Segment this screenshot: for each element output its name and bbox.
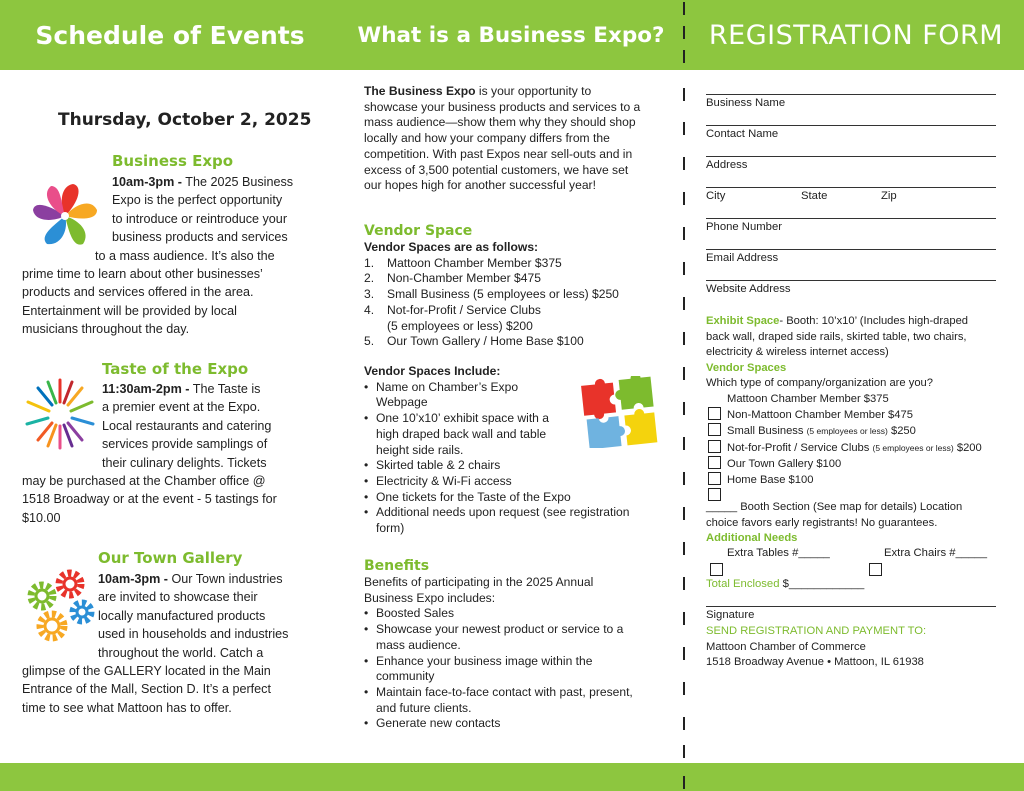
schedule-heading: Schedule of Events: [35, 20, 305, 50]
website-address-field[interactable]: Website Address: [706, 283, 791, 295]
option-chamber-member[interactable]: Mattoon Chamber Member $375: [727, 393, 889, 405]
signature-field[interactable]: Signature: [706, 609, 755, 621]
checkbox[interactable]: [708, 456, 721, 469]
fold-cut-line: [683, 0, 685, 791]
mailing-info: SEND REGISTRATION AND PAYMENT TO: Mattoon Chamber of Commerce 1518 Broadway Avenue • Mattoon, IL 61938: [706, 625, 927, 669]
checkbox[interactable]: [708, 407, 721, 420]
checkbox[interactable]: [708, 472, 721, 485]
form-line: [706, 125, 996, 126]
vendor-space-list: Vendor Spaces are as follows: 1. Mattoon Chamber Member $375 2. Non-Chamber Member $475 3. Small Business (5 employees or less) $250 4. Not-for-Profit / Service Clubs (5 employees or less) $200 5. Our Town Gallery / Home Base $100: [364, 240, 619, 349]
vendor-space-heading: Vendor Space: [364, 223, 473, 239]
option-non-chamber[interactable]: Non-Mattoon Chamber Member $475: [708, 407, 982, 423]
taste-of-expo-description: 11:30am-2pm - The Taste is a premier event at the Expo. Local restaurants and catering services provide samplings of their culinary delights. Tickets may be purchased at the Chamber office @ 1518 Broadway or at the event - 5 tastings for $10.00: [22, 382, 277, 525]
option-not-for-profit[interactable]: Not-for-Profit / Service Clubs (5 employees or less) $200: [708, 440, 982, 456]
option-small-business[interactable]: Small Business (5 employees or less) $250: [708, 423, 982, 439]
form-line: [706, 280, 996, 281]
benefits-heading: Benefits: [364, 558, 430, 574]
signature-line: [706, 606, 996, 607]
benefits-list: Benefits of participating in the 2025 Annual Business Expo includes: • Boosted Sales • Showcase your newest product or service to a mass audience. • Enhance your business image within the community • Maintain face-to-face contact with past, present, and future clients. • Generate new contacts: [364, 575, 633, 731]
contact-name-field[interactable]: Contact Name: [706, 128, 779, 140]
checkbox[interactable]: [708, 423, 721, 436]
form-line: [706, 249, 996, 250]
business-expo-description: 10am-3pm - The 2025 Business Expo is the perfect opportunity to introduce or reintroduce your business products and services to a mass audience. It’s also the prime time to learn about other businesses’ products and services offered in the area. Entertainment will be provided by local musicians throughout the day.: [22, 175, 294, 337]
business-expo-title: Business Expo: [112, 152, 234, 170]
option-our-town-gallery[interactable]: Our Town Gallery $100: [708, 456, 982, 472]
vendor-includes-list: Vendor Spaces Include: • Name on Chamber’s Expo Webpage • One 10’x10’ exhibit space with a high draped back wall and table height side rails. • Skirted table & 2 chairs • Electricity & Wi-Fi access • One tickets for the Taste of the Expo • Additional needs upon request (see registration form): [364, 364, 630, 536]
exhibit-space-info: Exhibit Space- Booth: 10’x10’ (Includes high-draped back wall, draped side rails, skirted table, two chairs, electricity & wireless internet access) Vendor Spaces Which type of company/organization are you?: [706, 315, 969, 390]
booth-section-info: _____ Booth Section (See map for details) Location choice favors early registrants! No guarantees. Additional Needs: [706, 501, 963, 545]
registration-heading: REGISTRATION FORM: [708, 19, 1004, 51]
taste-of-expo-title: Taste of the Expo: [102, 360, 249, 378]
form-line: [706, 94, 996, 95]
form-line: [706, 156, 996, 157]
extra-chairs-checkbox[interactable]: [869, 563, 882, 576]
our-town-gallery-title: Our Town Gallery: [98, 549, 243, 567]
checkbox[interactable]: [708, 440, 721, 453]
expo-intro: The Business Expo is your opportunity to showcase your business products and services to a mass audience—show them why they should shop locally and how your company differs from the competition. With past Expos near sell-outs and in excess of 3,500 potential customers, we have set our hopes high for another successful year!: [364, 84, 641, 193]
city-field[interactable]: City: [706, 190, 726, 202]
form-line: [706, 187, 996, 188]
phone-number-field[interactable]: Phone Number: [706, 221, 782, 233]
what-is-heading: What is a Business Expo?: [357, 22, 665, 48]
address-field[interactable]: Address: [706, 159, 748, 171]
zip-field[interactable]: Zip: [881, 190, 897, 202]
extra-tables-checkbox[interactable]: [710, 563, 723, 576]
email-address-field[interactable]: Email Address: [706, 252, 779, 264]
extra-tables-field[interactable]: Extra Tables #_____: [727, 547, 830, 559]
footer-bar: [0, 763, 1024, 791]
business-name-field[interactable]: Business Name: [706, 97, 786, 109]
event-date: Thursday, October 2, 2025: [58, 110, 312, 130]
form-line: [706, 218, 996, 219]
total-enclosed-field[interactable]: Total Enclosed $____________: [706, 578, 865, 590]
option-home-base[interactable]: Home Base $100: [708, 472, 982, 488]
our-town-gallery-description: 10am-3pm - Our Town industries are invited to showcase their locally manufactured products used in households and industries throughout the world. Catch a glimpse of the GALLERY located in the Main Entrance of the Mall, Section D. It’s a perfect time to see what Mattoon has to offer.: [22, 572, 289, 715]
extra-chairs-field[interactable]: Extra Chairs #_____: [884, 547, 987, 559]
puzzle-pieces-icon: [580, 376, 660, 448]
vendor-options: [708, 391, 982, 504]
state-field[interactable]: State: [801, 190, 828, 202]
